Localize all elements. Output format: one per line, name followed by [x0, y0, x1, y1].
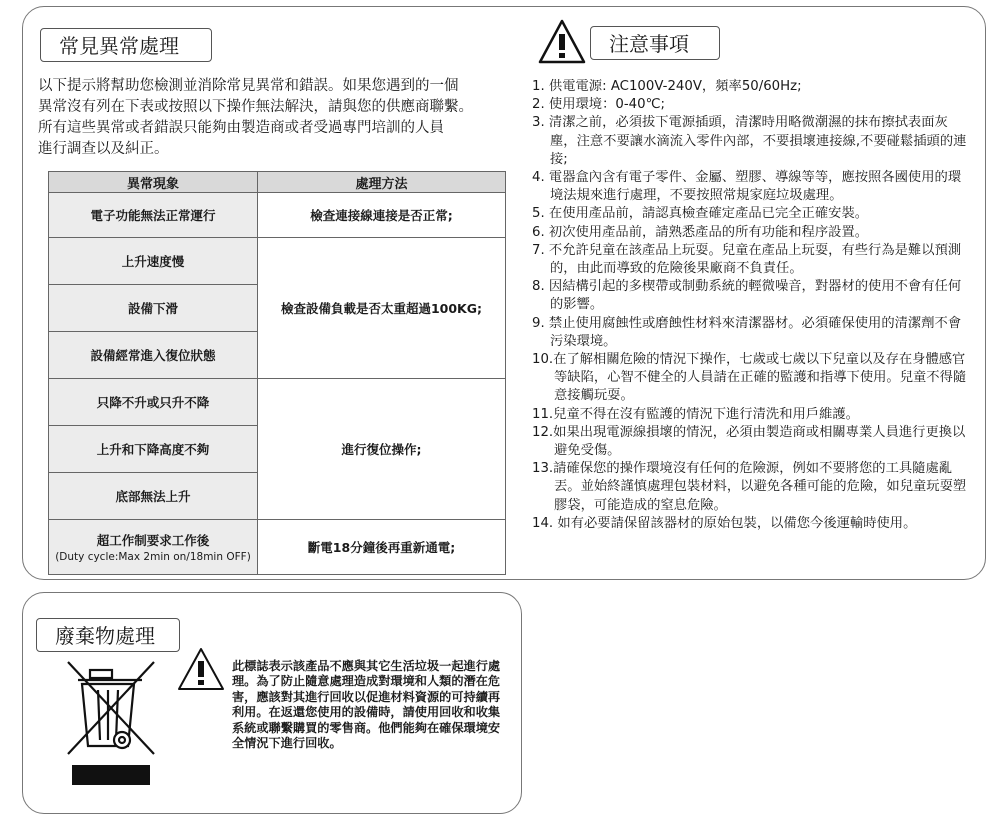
list-item: 2. 使用環境：0-40℃; [532, 97, 665, 113]
intro-line: 異常沒有列在下表或按照以下操作無法解決，請與您的供應商聯繫。 [38, 99, 473, 115]
issue-cell: 只降不升或只升不降 [49, 379, 258, 426]
table-row [49, 238, 506, 285]
table-row [49, 379, 506, 426]
list-item: 13.請確保您的操作環境沒有任何的危險源，例如不要將您的工具隨處亂丟。並始終謹慎處理包裝材料，以避免各種可能的危險，如兒童玩耍塑膠袋，可能造成的窒息危險。 [532, 461, 967, 513]
intro-line: 所有這些異常或者錯誤只能夠由製造商或者受過專門培訓的人員 [38, 120, 444, 136]
notes-heading [538, 18, 728, 64]
issue-cell: 設備經常進入復位狀態 [49, 332, 258, 379]
list-item: 11.兒童不得在沒有監護的情況下進行清洗和用戶維護。 [532, 406, 859, 422]
list-item: 8. 因結構引起的多楔帶或制動系統的輕微噪音，對器材的使用不會有任何的影響。 [532, 279, 962, 313]
list-item: 7. 不允許兒童在該產品上玩耍。兒童在產品上玩耍，有些行為是難以預測的，由此而導致的危險後果廠商不負責任。 [532, 242, 962, 277]
troubleshoot-intro [38, 76, 518, 160]
waste-title: 廢棄物處理 [36, 618, 180, 652]
issue-cell [49, 520, 258, 575]
black-bar [72, 765, 150, 785]
list-item: 4. 電器盒內含有電子零件、金屬、塑膠、導線等等，應按照各國使用的環境法規來進行處理，不要按照常規家庭垃圾處理。 [532, 170, 962, 204]
header-solution: 處理方法 [258, 172, 506, 193]
solution-cell: 檢查連接線連接是否正常; [258, 193, 506, 238]
notes-title: 注意事項 [590, 26, 720, 60]
list-item: 5. 在使用產品前，請認真檢查確定產品已完全正確安裝。 [532, 206, 869, 222]
list-item: 14. 如有必要請保留該器材的原始包裝，以備您今後運輸時使用。 [532, 515, 917, 531]
header-issue: 異常現象 [49, 172, 258, 193]
list-item: 12.如果出現電源線損壞的情況，必須由製造商或相關專業人員進行更換以避免受傷。 [532, 424, 966, 459]
list-item: 1. 供電電源: AC100V-240V，頻率50/60Hz; [532, 79, 802, 94]
duty-cycle-note: (Duty cycle:Max 2min on/18min OFF) [55, 551, 251, 563]
table-header-row [49, 172, 506, 193]
issue-cell: 電子功能無法正常運行 [49, 193, 258, 238]
issue-text: 超工作制要求工作後 [96, 533, 210, 548]
table-row [49, 520, 506, 575]
intro-line: 以下提示將幫助您檢測並消除常見異常和錯誤。如果您遇到的一個 [38, 78, 459, 94]
notes-list [532, 78, 972, 533]
table-row [49, 193, 506, 238]
issue-cell: 設備下滑 [49, 285, 258, 332]
issue-cell: 底部無法上升 [49, 473, 258, 520]
list-item: 10.在了解相關危險的情況下操作，七歲或七歲以下兒童以及存在身體感官等缺陷，心智不健全的人員請在正確的監護和指導下使用。兒童不得隨意接觸玩耍。 [532, 352, 967, 404]
troubleshoot-title: 常見異常處理 [40, 28, 212, 62]
list-item: 6. 初次使用產品前，請熟悉產品的所有功能和程序設置。 [532, 224, 869, 240]
issue-cell: 上升和下降高度不夠 [49, 426, 258, 473]
list-item: 9. 禁止使用腐蝕性或磨蝕性材料來清潔器材。必須確保使用的清潔劑不會污染環境。 [532, 315, 962, 349]
issue-cell: 上升速度慢 [49, 238, 258, 285]
solution-cell: 進行復位操作; [258, 379, 506, 520]
solution-cell: 斷電18分鐘後再重新通電; [258, 520, 506, 575]
warning-icon [176, 646, 226, 692]
intro-line: 進行調查以及糾正。 [38, 141, 169, 157]
solution-cell: 檢查設備負載是否太重超過100KG; [258, 238, 506, 379]
troubleshoot-table [48, 171, 506, 575]
list-item: 3. 清潔之前，必須拔下電源插頭，清潔時用略微潮濕的抹布擦拭表面灰塵，注意不要讓水滴流入零件內部，不要損壞連接線,不要碰鬆插頭的連接; [532, 115, 967, 167]
waste-description: 此標誌表示該產品不應與其它生活垃圾一起進行處理。為了防止隨意處理造成對環境和人類的潛在危害，應該對其進行回收以促進材料資源的可持續再利用。在返還您使用的設備時，請使用回收和收集系統或聯繫購買的零售商。他們能夠在確保環境安全情況下進行回收。 [232, 659, 501, 751]
crossed-bin-icon [62, 658, 162, 758]
